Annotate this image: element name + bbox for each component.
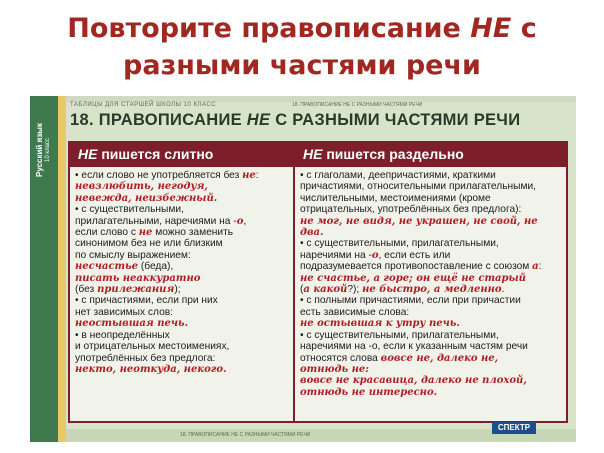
title-text: Повторите правописание — [67, 13, 471, 44]
right-column — [295, 167, 566, 421]
example-line: неостывшая печь. — [75, 318, 189, 330]
rule-line: синонимом без не или близким — [75, 238, 223, 250]
rule-line: • с существительными, прилагательными, — [300, 329, 499, 341]
bottom-caption: 18. ПРАВОПИСАНИЕ НЕ С РАЗНЫМИ ЧАСТЯМИ РЕЧИ — [180, 432, 311, 438]
rule-line: нет зависимых слов: — [75, 306, 173, 318]
example-line: не счастье, а горе; он ещё не старый — [300, 272, 526, 284]
rule-line: по смыслу выражением: — [75, 249, 191, 261]
example-line: (без прилежания); — [75, 284, 181, 296]
example-line: некто, неоткуда, некого. — [75, 363, 227, 375]
rule-line: причастиями, относительными прилагательными, — [300, 181, 536, 193]
rule-line: относятся слова вовсе не, далеко не, — [300, 352, 499, 364]
rule-line: • с причастиями, если при них — [75, 295, 218, 307]
example-line: не остывшая к утру печь. — [300, 318, 460, 330]
publisher-logo: СПЕКТР — [492, 422, 536, 434]
poster-heading: 18. ПРАВОПИСАНИЕ НЕ С РАЗНЫМИ ЧАСТЯМИ РЕЧИ — [70, 111, 521, 129]
rule-line: • с полными причастиями, если при причастии — [300, 295, 521, 307]
example-line: отнюдь не: — [300, 363, 369, 375]
rule-line: числительными, местоимениями (кроме — [300, 192, 491, 204]
side-label: Русский язык 10 класс — [35, 122, 51, 178]
rule-line: употреблённых без предлога: — [75, 352, 216, 364]
example-line: вовсе не красавица, далеко не плохой, — [300, 375, 527, 387]
rules-table — [68, 141, 568, 423]
right-column-header: НЕ пишется раздельно — [303, 146, 464, 162]
rule-line: • с существительными, прилагательными, — [300, 238, 499, 250]
rule-line: наречиями на -о, если к указанным частям речи — [300, 341, 528, 353]
rule-line: если слово с не можно заменить — [75, 227, 234, 239]
series-label: ТАБЛИЦЫ ДЛЯ СТАРШЕЙ ШКОЛЫ 10 КЛАСС — [70, 102, 216, 108]
rule-line: подразумевается противопоставление с союзом а: — [300, 261, 542, 273]
example-line: писать неаккуратно — [75, 272, 201, 284]
rule-line: отрицательных, употреблённых без предлога): — [300, 204, 522, 216]
title-text: с — [511, 13, 537, 44]
rule-line: есть зависимые слова: — [300, 306, 410, 318]
side-strip — [58, 96, 66, 442]
rule-line: прилагательными, наречиями на -о, — [75, 215, 247, 227]
left-column-header: НЕ пишется слитно — [78, 146, 214, 162]
title-line-2: разными частями речи — [123, 50, 481, 81]
rule-line: • если слово не употребляется без не: — [75, 170, 259, 181]
example-line: (а какой?); не быстро, а медленно. — [300, 284, 505, 296]
slide-title — [0, 10, 604, 84]
example-line: невзлюбить, негодуя, — [75, 181, 208, 193]
example-line: не мог, не видя, не украшен, не свой, не два. — [300, 215, 538, 239]
example-line: отнюдь не интересно. — [300, 386, 438, 398]
example-line: невежда, неизбежный. — [75, 192, 218, 204]
rule-line: • в неопределённых — [75, 329, 170, 341]
rule-line: • с существительными, — [75, 204, 184, 216]
side-band — [30, 96, 58, 442]
rule-line: • с глаголами, деепричастиями, краткими — [300, 170, 496, 181]
series-label-right: 18. ПРАВОПИСАНИЕ НЕ С РАЗНЫМИ ЧАСТЯМИ РЕЧИ — [292, 102, 423, 108]
title-emphasis: НЕ — [470, 13, 512, 44]
rule-line: наречиями на -о, если есть или — [300, 249, 451, 261]
poster-image — [30, 96, 576, 442]
example-line: несчастье (беда), — [75, 261, 174, 273]
rule-line: и отрицательных местоимениях, — [75, 341, 230, 353]
left-column — [70, 167, 293, 421]
